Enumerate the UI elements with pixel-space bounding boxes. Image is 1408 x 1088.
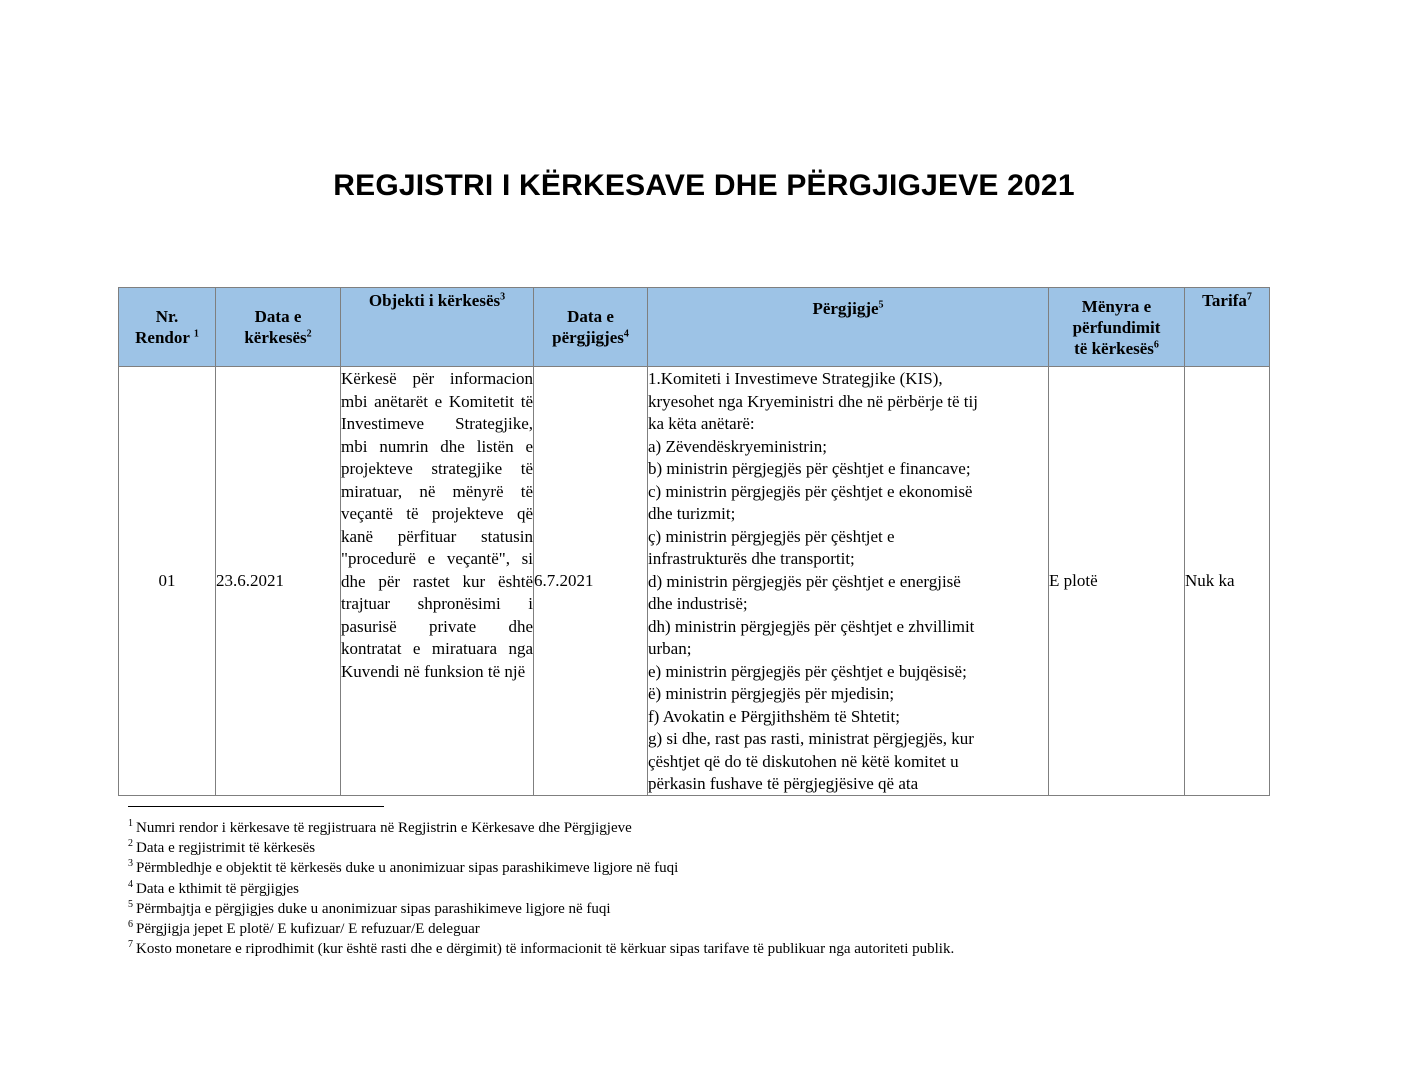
- footnote-item: [128, 838, 1278, 858]
- header-tarifa: [1185, 288, 1270, 367]
- header-menyra: [1049, 288, 1185, 367]
- pergjigje-line: g) si dhe, rast pas rasti, ministrat përgjegjës, kur: [648, 729, 974, 748]
- pergjigje-line: d) ministrin përgjegjës për çështjet e energjisë: [648, 571, 961, 591]
- pergjigje-line: kryesohet nga Kryeministri dhe në përbërje të tij: [648, 391, 978, 411]
- header-nr-rendor: [119, 288, 216, 367]
- pergjigje-line: çështjet që do të diskutohen në këtë komitet u: [648, 751, 959, 771]
- header-nr-rendor-line1: Nr.: [155, 307, 179, 326]
- cell-pergjigje-text: [648, 368, 1048, 794]
- footnote-number: 7: [128, 939, 133, 951]
- pergjigje-line: dhe turizmit;: [648, 504, 736, 523]
- header-data-kerkeses-line1: Data e: [254, 307, 302, 326]
- footnote-item: [128, 899, 1278, 919]
- footnote-ref-7: 7: [1246, 291, 1252, 303]
- footnote-ref-4: 4: [623, 328, 629, 340]
- header-pergjigje-text: Përgjigje: [812, 299, 879, 318]
- footnote-text: Përgjigja jepet E plotë/ E kufizuar/ E refuzuar/E deleguar: [136, 921, 480, 938]
- cell-data-kerkeses: 23.6.2021: [216, 367, 341, 796]
- pergjigje-line: 1.Komiteti i Investimeve Strategjike (KIS),: [648, 369, 943, 388]
- pergjigje-line: ç) ministrin përgjegjës për çështjet e: [648, 526, 895, 546]
- footnote-ref-2: 2: [306, 328, 312, 340]
- pergjigje-line: urban;: [648, 639, 692, 658]
- cell-tarifa: Nuk ka: [1185, 367, 1270, 796]
- header-menyra-line3: të kërkesës: [1074, 338, 1154, 358]
- cell-objekti-text: Kërkesë për informacion mbi anëtarët e Komitetit të Investimeve Strategjike, mbi numrin dhe listën e projekteve strategjike të miratuar, në mënyrë të veçantë të projekteve që kanë përfituar statusin "procedurë e veçantë", si dhe për rastet kur është trajtuar shpronësimi i pasurisë private dhe kontratat e miratuara nga Kuvendi në funksion të një: [341, 369, 533, 681]
- footnotes: [128, 818, 1278, 959]
- pergjigje-line: b) ministrin përgjegjës për çështjet e financave;: [648, 459, 971, 478]
- footnote-item: [128, 879, 1278, 899]
- pergjigje-line: dh) ministrin përgjegjës për çështjet e zhvillimit: [648, 616, 975, 636]
- pergjigje-line: f) Avokatin e Përgjithshëm të Shtetit;: [648, 706, 900, 726]
- footnote-ref-1: 1: [193, 328, 199, 340]
- table-row: [119, 367, 1270, 796]
- footnote-number: 1: [128, 818, 133, 829]
- pergjigje-line: ka këta anëtarë:: [648, 414, 755, 433]
- pergjigje-line: ë) ministrin përgjegjës për mjedisin;: [648, 684, 895, 703]
- requests-register-table: [118, 287, 1270, 796]
- cell-nr: 01: [119, 367, 216, 796]
- pergjigje-line: e) ministrin përgjegjës për çështjet e bujqësisë;: [648, 661, 967, 681]
- footnote-item: [128, 858, 1278, 878]
- footnote-text: Përmbledhje e objektit të kërkesës duke u anonimizuar sipas parashikimeve ligjore në fuqi: [136, 860, 679, 877]
- footnote-number: 2: [128, 838, 133, 850]
- header-objekti-text: Objekti i kërkesës: [368, 291, 501, 310]
- footnote-text: Data e regjistrimit të kërkesës: [136, 840, 316, 857]
- pergjigje-line: infrastrukturës dhe transportit;: [648, 549, 855, 568]
- pergjigje-line: a) Zëvendëskryeministrin;: [648, 436, 827, 456]
- footnote-number: 4: [128, 878, 133, 890]
- pergjigje-line: përkasin fushave të përgjegjësive që ata: [648, 774, 919, 793]
- footnote-number: 3: [128, 858, 133, 870]
- header-data-kerkeses-line2: kërkesës: [244, 328, 307, 347]
- footnote-text: Përmbajtja e përgjigjes duke u anonimizuar sipas parashikimeve ligjore në fuqi: [136, 900, 611, 917]
- cell-pergjigje: [648, 367, 1049, 796]
- header-data-pergjigjes-line1: Data e: [567, 307, 614, 326]
- footnote-item: [128, 919, 1278, 939]
- footnote-text: Data e kthimit të përgjigjes: [136, 880, 300, 897]
- header-data-pergjigjes-line2: përgjigjes: [552, 328, 624, 347]
- footnote-number: 5: [128, 898, 133, 910]
- footnote-separator: [128, 806, 384, 807]
- cell-menyra: E plotë: [1049, 367, 1185, 796]
- header-tarifa-text: Tarifa: [1202, 291, 1247, 310]
- footnote-item: [128, 818, 1278, 838]
- document-title: REGJISTRI I KËRKESAVE DHE PËRGJIGJEVE 2021: [333, 169, 1075, 202]
- header-objekti: [341, 288, 534, 367]
- pergjigje-line: dhe industrisë;: [648, 594, 748, 613]
- footnote-ref-5: 5: [878, 299, 884, 311]
- header-nr-rendor-line2: Rendor: [135, 328, 190, 347]
- footnote-text: Kosto monetare e riprodhimit (kur është rasti dhe e dërgimit) të informacionit të kërkuar sipas tarifave të publikuar nga autoriteti publik.: [136, 941, 955, 958]
- footnote-number: 6: [128, 919, 133, 931]
- footnote-ref-6: 6: [1153, 338, 1159, 350]
- header-pergjigje: [648, 288, 1049, 367]
- pergjigje-line: c) ministrin përgjegjës për çështjet e ekonomisë: [648, 481, 973, 501]
- header-data-kerkeses: [216, 288, 341, 367]
- cell-objekti: [341, 367, 534, 796]
- footnote-text: Numri rendor i kërkesave të regjistruara në Regjistrin e Kërkesave dhe Përgjigjeve: [136, 820, 632, 836]
- footnote-ref-3: 3: [500, 291, 506, 303]
- footnote-item: [128, 939, 1278, 959]
- header-menyra-line2: përfundimit: [1072, 317, 1161, 337]
- header-menyra-line1: Mënyra e: [1081, 296, 1152, 316]
- cell-data-pergjigjes: 6.7.2021: [534, 367, 648, 796]
- table-header-row: [119, 288, 1270, 367]
- header-data-pergjigjes: [534, 288, 648, 367]
